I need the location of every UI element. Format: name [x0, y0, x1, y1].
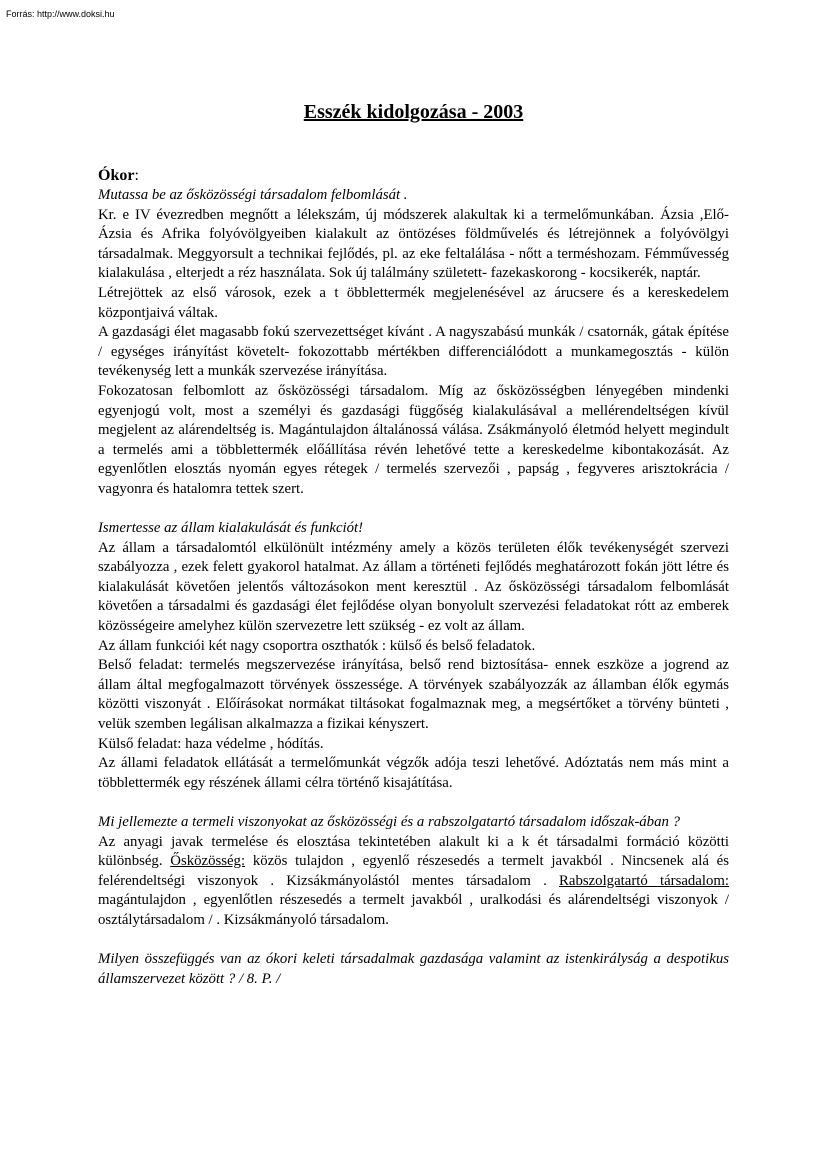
answer-2-paragraph-5: Az állami feladatok ellátását a termelőmunkát végzők adója teszi lehetővé. Adóztatás nem más mint a többlettermék egy részének állami célra történő kisajátítása. [98, 755, 729, 791]
source-note: Forrás: http://www.doksi.hu [6, 9, 115, 19]
question-1: Mutassa be az ősközösségi társadalom felbomlását . [98, 187, 408, 203]
term-rabszolgatarto: Rabszolgatartó társadalom: [559, 872, 730, 889]
answer-3-rabszolgatarto-text: magántulajdon , egyenlőtlen részesedés a termelt javakból , uralkodási és alárendeltségi viszonyok / osztálytársadalom / . Kizsákmányoló társadalom. [98, 892, 729, 928]
answer-2-paragraph-2: Az állam funkciói két nagy csoportra oszthatók : külső és belső feladatok. [98, 637, 536, 654]
section-heading [98, 166, 729, 186]
section-heading-label: Ókor [98, 167, 135, 184]
section-heading-colon: : [134, 167, 139, 184]
answer-2-paragraph-4: Külső feladat: haza védelme , hódítás. [98, 735, 324, 752]
answer-3-paragraph-1 [98, 833, 729, 931]
term-oskozosseg: Ősközösség: [170, 853, 246, 870]
answer-2-paragraph-1: Az állam a társadalomtól elkülönült intézmény amely a közös területen élők tevékenységét szervezi szabályozza , ezek felett gyakorol hatalmat. Az állam a történeti fejlődés meghatározott fokán jött létre és kialakulását követően jelentős változásokon ment keresztül . Az ősközösségi társadalom felbomlását követően a társadalmi és gazdasági élet fejlődése olyan bonyolult szervezési feladatokat rótt az emberek közösségeire amelyhez külön szervezetre lett szükség - ez volt az állam. [98, 539, 729, 635]
answer-2-paragraph-3: Belső feladat: termelés megszervezése irányítása, belső rend biztosítása- ennek eszköze a jogrend az állam által megfogalmazott törvények összessége. A törvények szabályozzák az államban élők egymás közötti viszonyát . Előírásokat normákat tiltásokat fogalmaznak meg, a megsértőket a törvény bünteti , velük szemben legálisan alkalmazza a fizikai kényszert. [98, 657, 729, 733]
answer-3-oskozosseg-text: közös tulajdon , egyenlő részesedés a termelt javakból . Nincsenek alá és felérendeltségi viszonyok . Kizsákmányolástól mentes társadalom . [98, 853, 729, 889]
question-4: Milyen összefüggés van az ókori keleti társadalmak gazdasága valamint az istenkirályság a despotikus államszervezet között ? / 8. P. / [98, 951, 729, 987]
document-title: Esszék kidolgozása - 2003 [303, 101, 524, 123]
spacer [98, 793, 729, 813]
spacer [98, 500, 729, 520]
answer-1-paragraph-4: Fokozatosan felbomlott az ősközösségi társadalom. Míg az ősközösségben lényegében mindenki egyenjogú volt, most a személyi és gazdasági függőség kialakulásával a mellérendeltségen kívül megjelent az alárendeltség is. Magántulajdon általánossá válása. Zsákmányoló életmód helyett megindult a termelés ami a többlettermék előállítása révén lehetővé tette a kereskedelme kibontakozását. Az egyenlőtlen elosztás nyomán egyes rétegek / termelés szervezői , papság , fegyveres arisztokrácia / vagyonra és hatalomra tettek szert. [98, 382, 729, 497]
answer-1-paragraph-3: A gazdasági élet magasabb fokú szervezettséget kívánt . A nagyszabású munkák / csatornák, gátak építése / egységes irányítást követelt- fokozottabb mértékben differenciálódott a munkamegosztás - külön tevékenység lett a munkák szervezése irányítása. [98, 324, 729, 380]
spacer [98, 931, 729, 951]
answer-1-paragraph-2: Létrejöttek az első városok, ezek a t öbblettermék megjelenésével az árucsere és a kereskedelem központjaivá váltak. [98, 284, 729, 321]
question-3: Mi jellemezte a termeli viszonyokat az ősközösségi és a rabszolgatartó társadalom időszak-ában ? [98, 814, 680, 830]
question-2: Ismertesse az állam kialakulását és funkciót! [98, 520, 364, 537]
answer-3-intro: Az anyagi javak termelése és elosztása tekintetében alakult ki a k ét társadalmi formáció közötti különbség. [98, 833, 729, 870]
answer-1-paragraph-1: Kr. e IV évezredben megnőtt a lélekszám, új módszerek alakultak ki a termelőmunkában. Ázsia ,Elő-Ázsia és Afrika folyóvölgyeiben kialakult az öntözéses földművelés és létrejönnek a folyóvölgyi társadalmak. Meggyorsult a technikai fejlődés, pl. az eke feltalálása - nőtt a terméshozam. Fémművesség kialakulása , elterjedt a réz használata. Sok új találmány született- fazekaskorong - kocsikerék, naptár. [98, 206, 729, 282]
document-body [98, 166, 729, 989]
